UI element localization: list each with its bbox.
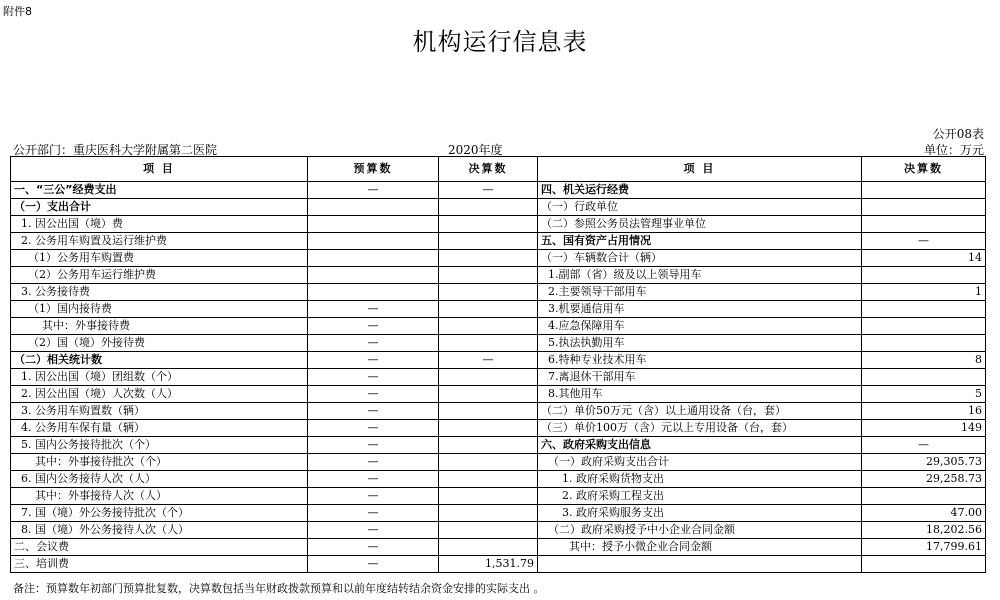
right-final-cell: 16 bbox=[862, 403, 986, 420]
right-item-cell: 8.其他用车 bbox=[538, 386, 862, 403]
col-right-item: 项 目 bbox=[538, 157, 862, 182]
budget-cell bbox=[308, 267, 439, 284]
final-cell bbox=[439, 420, 538, 437]
left-item-cell: （1）国内接待费 bbox=[11, 301, 308, 318]
right-final-cell: 8 bbox=[862, 352, 986, 369]
col-right-final: 决算数 bbox=[862, 157, 986, 182]
right-item-cell: 四、机关运行经费 bbox=[538, 182, 862, 199]
right-item-cell: （一）政府采购支出合计 bbox=[538, 454, 862, 471]
right-item-cell: （二）政府采购授予中小企业合同金额 bbox=[538, 522, 862, 539]
table-row bbox=[11, 352, 986, 369]
table-row bbox=[11, 250, 986, 267]
table-header-row bbox=[11, 157, 986, 182]
budget-cell: — bbox=[308, 369, 439, 386]
budget-cell: — bbox=[308, 488, 439, 505]
left-item-cell: 2. 公务用车购置及运行维护费 bbox=[11, 233, 308, 250]
final-cell bbox=[439, 488, 538, 505]
left-item-cell: 3. 公务用车购置数（辆） bbox=[11, 403, 308, 420]
right-item-cell: 1.副部（省）级及以上领导用车 bbox=[538, 267, 862, 284]
table-row bbox=[11, 556, 986, 573]
budget-cell: — bbox=[308, 522, 439, 539]
table-row bbox=[11, 233, 986, 250]
col-left-item: 项 目 bbox=[11, 157, 308, 182]
right-item-cell: 2.主要领导干部用车 bbox=[538, 284, 862, 301]
final-cell bbox=[439, 471, 538, 488]
table-row bbox=[11, 267, 986, 284]
right-final-cell bbox=[862, 301, 986, 318]
year-label: 2020年度 bbox=[448, 143, 503, 157]
left-item-cell: （2）国（境）外接待费 bbox=[11, 335, 308, 352]
right-item-cell: 其中：授予小微企业合同金额 bbox=[538, 539, 862, 556]
left-item-cell: 三、培训费 bbox=[11, 556, 308, 573]
table-row bbox=[11, 386, 986, 403]
final-cell bbox=[439, 369, 538, 386]
final-cell bbox=[439, 318, 538, 335]
budget-cell: — bbox=[308, 335, 439, 352]
budget-cell bbox=[308, 199, 439, 216]
table-row bbox=[11, 437, 986, 454]
final-cell bbox=[439, 216, 538, 233]
budget-cell: — bbox=[308, 505, 439, 522]
left-item-cell: 6. 国内公务接待人次（人） bbox=[11, 471, 308, 488]
left-item-cell: 其中：外事接待人次（人） bbox=[11, 488, 308, 505]
col-budget: 预算数 bbox=[308, 157, 439, 182]
unit-label: 单位：万元 bbox=[923, 143, 984, 157]
right-item-cell bbox=[538, 556, 862, 573]
budget-cell: — bbox=[308, 403, 439, 420]
right-item-cell: 5.执法执勤用车 bbox=[538, 335, 862, 352]
budget-cell bbox=[308, 284, 439, 301]
final-cell: — bbox=[439, 352, 538, 369]
final-cell bbox=[439, 250, 538, 267]
right-item-cell: 六、政府采购支出信息 bbox=[538, 437, 862, 454]
left-item-cell: 1. 因公出国（境）费 bbox=[11, 216, 308, 233]
right-final-cell: 18,202.56 bbox=[862, 522, 986, 539]
right-item-cell: 五、国有资产占用情况 bbox=[538, 233, 862, 250]
budget-cell: — bbox=[308, 420, 439, 437]
final-cell bbox=[439, 335, 538, 352]
left-item-cell: 其中：外事接待批次（个） bbox=[11, 454, 308, 471]
form-number: 公开08表 bbox=[932, 127, 984, 141]
budget-cell: — bbox=[308, 182, 439, 199]
table-row bbox=[11, 182, 986, 199]
budget-cell: — bbox=[308, 437, 439, 454]
right-final-cell bbox=[862, 335, 986, 352]
right-item-cell: 2. 政府采购工程支出 bbox=[538, 488, 862, 505]
right-item-cell: 3. 政府采购服务支出 bbox=[538, 505, 862, 522]
budget-cell: — bbox=[308, 301, 439, 318]
info-table bbox=[10, 156, 986, 573]
right-item-cell: 3.机要通信用车 bbox=[538, 301, 862, 318]
col-final: 决算数 bbox=[439, 157, 538, 182]
right-final-cell bbox=[862, 369, 986, 386]
final-cell bbox=[439, 437, 538, 454]
page-title: 机构运行信息表 bbox=[412, 28, 588, 56]
final-cell bbox=[439, 403, 538, 420]
department-label: 公开部门：重庆医科大学附属第二医院 bbox=[13, 143, 218, 157]
final-cell bbox=[439, 267, 538, 284]
table-row bbox=[11, 284, 986, 301]
table-row bbox=[11, 488, 986, 505]
table-row bbox=[11, 403, 986, 420]
table-row bbox=[11, 505, 986, 522]
left-item-cell: 一、“三公”经费支出 bbox=[11, 182, 308, 199]
right-final-cell: 1 bbox=[862, 284, 986, 301]
final-cell bbox=[439, 539, 538, 556]
table-row bbox=[11, 216, 986, 233]
right-final-cell bbox=[862, 182, 986, 199]
left-item-cell: 1. 因公出国（境）团组数（个） bbox=[11, 369, 308, 386]
final-cell bbox=[439, 505, 538, 522]
right-item-cell: 7.离退休干部用车 bbox=[538, 369, 862, 386]
final-cell bbox=[439, 301, 538, 318]
right-final-cell: 14 bbox=[862, 250, 986, 267]
table-row bbox=[11, 454, 986, 471]
budget-cell: — bbox=[308, 539, 439, 556]
table-row bbox=[11, 335, 986, 352]
right-final-cell: 17,799.61 bbox=[862, 539, 986, 556]
table-row bbox=[11, 199, 986, 216]
table-row bbox=[11, 301, 986, 318]
left-item-cell: （一）支出合计 bbox=[11, 199, 308, 216]
right-final-cell: — bbox=[862, 233, 986, 250]
budget-cell: — bbox=[308, 471, 439, 488]
left-item-cell: 8. 国（境）外公务接待人次（人） bbox=[11, 522, 308, 539]
left-item-cell: 5. 国内公务接待批次（个） bbox=[11, 437, 308, 454]
final-cell: — bbox=[439, 182, 538, 199]
right-final-cell: 29,305.73 bbox=[862, 454, 986, 471]
right-item-cell: （二）参照公务员法管理事业单位 bbox=[538, 216, 862, 233]
right-final-cell bbox=[862, 216, 986, 233]
table-body bbox=[11, 182, 986, 573]
budget-cell: — bbox=[308, 556, 439, 573]
left-item-cell: 2. 因公出国（境）人次数（人） bbox=[11, 386, 308, 403]
budget-cell: — bbox=[308, 386, 439, 403]
right-final-cell: 47.00 bbox=[862, 505, 986, 522]
right-item-cell: （三）单价100万（含）元以上专用设备（台，套） bbox=[538, 420, 862, 437]
final-cell bbox=[439, 522, 538, 539]
left-item-cell: 4. 公务用车保有量（辆） bbox=[11, 420, 308, 437]
right-final-cell bbox=[862, 199, 986, 216]
left-item-cell: （二）相关统计数 bbox=[11, 352, 308, 369]
right-final-cell: — bbox=[862, 437, 986, 454]
left-item-cell: 其中：外事接待费 bbox=[11, 318, 308, 335]
table-row bbox=[11, 318, 986, 335]
right-final-cell bbox=[862, 556, 986, 573]
right-item-cell: （一）行政单位 bbox=[538, 199, 862, 216]
table-row bbox=[11, 420, 986, 437]
left-item-cell: 7. 国（境）外公务接待批次（个） bbox=[11, 505, 308, 522]
left-item-cell: 3. 公务接待费 bbox=[11, 284, 308, 301]
final-cell: 1,531.79 bbox=[439, 556, 538, 573]
right-final-cell bbox=[862, 267, 986, 284]
left-item-cell: 二、会议费 bbox=[11, 539, 308, 556]
right-final-cell: 29,258.73 bbox=[862, 471, 986, 488]
budget-cell bbox=[308, 250, 439, 267]
budget-cell: — bbox=[308, 318, 439, 335]
left-item-cell: （2）公务用车运行维护费 bbox=[11, 267, 308, 284]
right-item-cell: 1. 政府采购货物支出 bbox=[538, 471, 862, 488]
table-row bbox=[11, 471, 986, 488]
budget-cell bbox=[308, 216, 439, 233]
attachment-label: 附件8 bbox=[3, 5, 32, 18]
final-cell bbox=[439, 284, 538, 301]
right-item-cell: （二）单价50万元（含）以上通用设备（台，套） bbox=[538, 403, 862, 420]
final-cell bbox=[439, 454, 538, 471]
right-item-cell: （一）车辆数合计（辆） bbox=[538, 250, 862, 267]
right-final-cell: 149 bbox=[862, 420, 986, 437]
right-item-cell: 4.应急保障用车 bbox=[538, 318, 862, 335]
right-item-cell: 6.特种专业技术用车 bbox=[538, 352, 862, 369]
right-final-cell: 5 bbox=[862, 386, 986, 403]
final-cell bbox=[439, 233, 538, 250]
footnote: 备注：预算数年初部门预算批复数，决算数包括当年财政拨款预算和以前年度结转结余资金安排的实际支出 。 bbox=[13, 582, 545, 595]
right-final-cell bbox=[862, 488, 986, 505]
budget-cell bbox=[308, 233, 439, 250]
table-row bbox=[11, 539, 986, 556]
right-final-cell bbox=[862, 318, 986, 335]
final-cell bbox=[439, 199, 538, 216]
table-row bbox=[11, 369, 986, 386]
budget-cell: — bbox=[308, 352, 439, 369]
left-item-cell: （1）公务用车购置费 bbox=[11, 250, 308, 267]
table-row bbox=[11, 522, 986, 539]
budget-cell: — bbox=[308, 454, 439, 471]
final-cell bbox=[439, 386, 538, 403]
